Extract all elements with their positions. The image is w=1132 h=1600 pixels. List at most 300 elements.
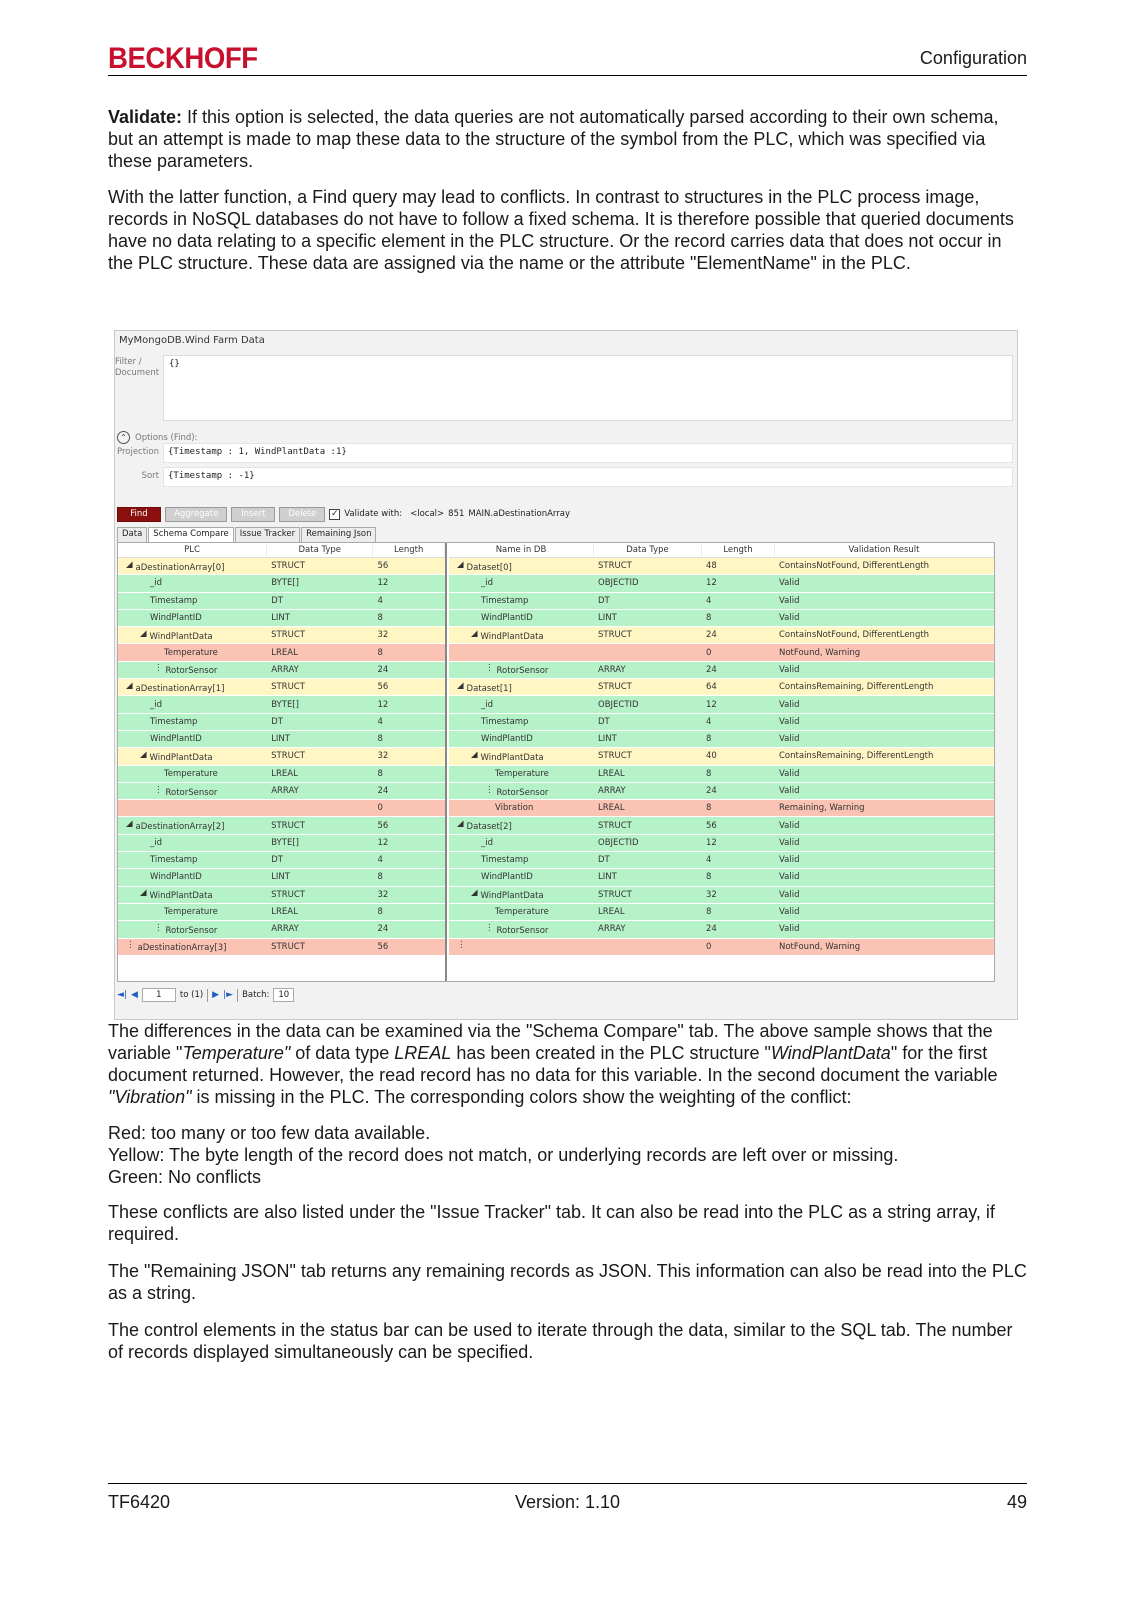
- table-cell: [118, 923, 267, 936]
- expand-triangle-icon[interactable]: ◢: [471, 749, 478, 760]
- column-header[interactable]: Length: [702, 543, 775, 557]
- table-cell: [267, 665, 373, 675]
- expand-triangle-icon[interactable]: ◢: [126, 559, 133, 570]
- product-name: TF6420: [108, 1492, 171, 1512]
- table-cell: [775, 942, 994, 952]
- column-header[interactable]: PLC: [118, 543, 267, 557]
- table-cell: [118, 700, 267, 710]
- cell-text: 0: [377, 803, 383, 814]
- table-cell: [702, 855, 775, 865]
- table-row[interactable]: [449, 766, 994, 783]
- table-cell: [775, 665, 994, 675]
- tab-issue-tracker[interactable]: Issue Tracker: [235, 527, 300, 542]
- delete-button[interactable]: Delete: [279, 507, 325, 522]
- section-title: Configuration: [919, 48, 1027, 68]
- page-count: to (1): [179, 990, 204, 1000]
- cell-text: WindPlantData: [149, 752, 213, 763]
- table-cell: [594, 803, 702, 813]
- table-cell: [594, 821, 702, 831]
- collapsed-node-icon[interactable]: ⋮: [485, 784, 494, 795]
- table-row[interactable]: [118, 817, 445, 834]
- table-cell: [267, 682, 373, 692]
- cell-text: DT: [271, 595, 283, 606]
- collapsed-node-icon[interactable]: ⋮: [485, 663, 494, 674]
- plc-grid-header: [118, 543, 445, 558]
- table-cell: [373, 734, 445, 744]
- cell-text: STRUCT: [271, 561, 305, 572]
- table-cell: [118, 855, 267, 865]
- cell-text: 8: [706, 768, 712, 779]
- expand-triangle-icon[interactable]: ◢: [457, 819, 464, 830]
- table-cell: [118, 648, 267, 658]
- table-row[interactable]: [449, 575, 994, 592]
- table-row[interactable]: [449, 558, 994, 575]
- cell-text: 32: [377, 889, 389, 900]
- green-legend-line: Green: No conflicts: [108, 1167, 262, 1187]
- projection-input[interactable]: {Timestamp : 1, WindPlantData :1}: [163, 443, 1013, 463]
- table-cell: [775, 734, 994, 744]
- table-cell: [449, 907, 594, 917]
- cell-text: Valid: [779, 837, 800, 848]
- table-cell: [594, 838, 702, 848]
- cell-text: LINT: [271, 613, 290, 624]
- table-row[interactable]: [118, 696, 445, 713]
- cell-text: ContainsNotFound, DifferentLength: [779, 630, 930, 641]
- table-cell: [775, 924, 994, 934]
- table-cell: [702, 838, 775, 848]
- table-cell: [702, 924, 775, 934]
- expand-triangle-icon[interactable]: ◢: [126, 680, 133, 691]
- cell-text: Valid: [779, 613, 800, 624]
- cell-text: Valid: [779, 872, 800, 883]
- cell-text: ARRAY: [598, 664, 626, 675]
- cell-text: 24: [706, 664, 717, 675]
- expand-triangle-icon[interactable]: ◢: [457, 680, 464, 691]
- cell-text: DT: [598, 595, 610, 606]
- table-cell: [702, 803, 775, 813]
- table-cell: [449, 923, 594, 936]
- target-port[interactable]: 851: [448, 509, 465, 519]
- cell-text: 32: [706, 889, 717, 900]
- collapsed-node-icon[interactable]: ⋮: [154, 784, 163, 795]
- cell-text: 8: [377, 613, 383, 624]
- cell-text: OBJECTID: [598, 699, 639, 710]
- cell-text: 24: [377, 786, 389, 796]
- table-cell: [449, 785, 594, 798]
- table-cell: [373, 942, 445, 952]
- cell-text: WindPlantID: [481, 734, 533, 745]
- table-row[interactable]: [449, 610, 994, 627]
- table-cell: [775, 561, 994, 571]
- table-cell: [449, 855, 594, 865]
- column-header[interactable]: Name in DB: [449, 543, 594, 557]
- table-row[interactable]: [118, 662, 445, 679]
- page-input[interactable]: 1: [142, 988, 176, 1002]
- cell-text: STRUCT: [271, 889, 305, 900]
- cell-text: Valid: [779, 768, 800, 779]
- table-cell: [594, 890, 702, 900]
- table-cell: [267, 630, 373, 640]
- table-cell: [267, 613, 373, 623]
- cell-text: STRUCT: [271, 820, 305, 831]
- cell-text: Valid: [779, 889, 800, 900]
- cell-text: 4: [377, 855, 383, 866]
- cell-text: DT: [598, 855, 610, 866]
- cell-text: Valid: [779, 595, 800, 606]
- table-cell: [702, 682, 775, 692]
- table-row[interactable]: [449, 939, 994, 956]
- table-cell: [373, 924, 445, 934]
- table-cell: [702, 578, 775, 588]
- expand-triangle-icon[interactable]: ◢: [457, 559, 464, 570]
- cell-text: STRUCT: [598, 630, 632, 641]
- table-row[interactable]: [118, 939, 445, 956]
- cell-text: 8: [706, 907, 712, 918]
- table-cell: [594, 665, 702, 675]
- cell-text: STRUCT: [271, 751, 305, 762]
- table-cell: [373, 700, 445, 710]
- table-cell: [267, 751, 373, 761]
- table-cell: [594, 751, 702, 761]
- cell-text: 12: [706, 578, 717, 589]
- table-row[interactable]: [449, 731, 994, 748]
- cell-text: Valid: [779, 699, 800, 710]
- table-row[interactable]: [449, 662, 994, 679]
- cell-text: STRUCT: [271, 630, 305, 641]
- table-cell: [118, 663, 267, 676]
- expand-triangle-icon[interactable]: ◢: [140, 888, 147, 899]
- table-row[interactable]: [118, 887, 445, 904]
- column-header[interactable]: Length: [373, 543, 445, 557]
- cell-text: ARRAY: [271, 664, 299, 675]
- table-cell: [267, 838, 373, 848]
- table-cell: [373, 821, 445, 831]
- cell-text: aDestinationArray[1]: [135, 683, 225, 694]
- table-row[interactable]: [118, 593, 445, 610]
- table-cell: [702, 821, 775, 831]
- table-row[interactable]: [449, 679, 994, 696]
- column-header[interactable]: Validation Result: [775, 543, 994, 557]
- cell-text: Valid: [779, 855, 800, 866]
- cell-text: Valid: [779, 716, 800, 727]
- table-cell: [775, 872, 994, 882]
- cell-text: 12: [377, 837, 389, 848]
- cell-text: Valid: [779, 786, 800, 796]
- table-row[interactable]: [118, 921, 445, 938]
- table-cell: [373, 596, 445, 606]
- cell-text: WindPlantData: [149, 631, 213, 642]
- cell-text: BYTE[]: [271, 837, 299, 848]
- table-cell: [702, 561, 775, 571]
- table-cell: [702, 596, 775, 606]
- collapsed-node-icon[interactable]: ⋮: [457, 940, 466, 951]
- cell-text: WindPlantData: [480, 631, 544, 642]
- text-run: Temperature": [182, 1043, 291, 1063]
- table-cell: [118, 681, 267, 694]
- cell-text: 32: [377, 751, 389, 762]
- status-bar: [117, 986, 294, 1004]
- table-row[interactable]: [118, 800, 445, 817]
- text-run: WindPlantData: [770, 1043, 891, 1063]
- cell-text: _id: [481, 578, 494, 589]
- table-row[interactable]: [449, 817, 994, 834]
- collapsed-node-icon[interactable]: ⋮: [154, 922, 163, 933]
- cell-text: NotFound, Warning: [779, 941, 861, 952]
- table-cell: [702, 630, 775, 640]
- cell-text: STRUCT: [598, 889, 632, 900]
- table-cell: [118, 578, 267, 588]
- table-cell: [373, 855, 445, 865]
- cell-text: Valid: [779, 820, 800, 831]
- table-row[interactable]: [118, 558, 445, 575]
- cell-text: Temperature: [164, 907, 218, 918]
- expand-triangle-icon[interactable]: ◢: [140, 628, 147, 639]
- tab-remaining-json[interactable]: Remaining Json: [301, 527, 376, 542]
- table-cell: [449, 629, 594, 642]
- table-cell: [373, 786, 445, 796]
- table-row[interactable]: [449, 852, 994, 869]
- table-cell: [373, 613, 445, 623]
- cell-text: LREAL: [598, 907, 625, 918]
- table-cell: [118, 888, 267, 901]
- table-row[interactable]: [118, 610, 445, 627]
- expand-triangle-icon[interactable]: ◢: [126, 819, 133, 830]
- target-local[interactable]: <local>: [410, 509, 445, 519]
- cell-text: 24: [706, 786, 717, 796]
- table-cell: [374, 769, 446, 779]
- find-button[interactable]: Find: [117, 507, 161, 522]
- table-cell: [449, 940, 594, 953]
- cell-text: 8: [377, 768, 383, 779]
- table-row[interactable]: [118, 852, 445, 869]
- table-cell: [449, 734, 594, 744]
- table-cell: [775, 648, 994, 658]
- text-run: LREAL: [394, 1043, 452, 1063]
- cell-text: aDestinationArray[3]: [137, 943, 227, 954]
- table-row[interactable]: [449, 627, 994, 644]
- table-cell: [594, 734, 702, 744]
- table-cell: [775, 613, 994, 623]
- column-header[interactable]: Data Type: [594, 543, 702, 557]
- table-cell: [373, 890, 445, 900]
- table-row[interactable]: [449, 835, 994, 852]
- table-cell: [267, 561, 373, 571]
- table-row[interactable]: [118, 748, 445, 765]
- cell-text: LINT: [598, 734, 617, 745]
- table-cell: [702, 613, 775, 623]
- cell-text: 0: [706, 941, 712, 952]
- cell-text: Timestamp: [150, 716, 198, 727]
- last-page-icon[interactable]: |►: [223, 990, 234, 1000]
- cell-text: ARRAY: [271, 924, 299, 935]
- text-run: "Vibration": [108, 1087, 192, 1107]
- table-cell: [374, 648, 446, 658]
- cell-text: ContainsRemaining, DifferentLength: [779, 751, 934, 762]
- cell-text: Valid: [779, 664, 800, 675]
- table-cell: [267, 872, 373, 882]
- cell-text: RotorSensor: [496, 666, 549, 677]
- status-bar-paragraph: The control elements in the status bar can be used to iterate through the data, similar to the SQL tab. The number of records displayed simultaneously can be specified.: [108, 1320, 1013, 1362]
- cell-text: LINT: [271, 872, 290, 883]
- cell-text: 8: [706, 872, 712, 883]
- table-cell: [373, 578, 445, 588]
- cell-text: DT: [271, 855, 283, 866]
- table-cell: [449, 750, 594, 763]
- table-row[interactable]: [449, 696, 994, 713]
- table-row[interactable]: [118, 714, 445, 731]
- cell-text: WindPlantData: [480, 752, 544, 763]
- expand-triangle-icon[interactable]: ◢: [140, 749, 147, 760]
- table-cell: [702, 717, 775, 727]
- cell-text: Temperature: [495, 907, 549, 918]
- target-symbol[interactable]: MAIN.aDestinationArray: [468, 509, 570, 519]
- cell-text: _id: [150, 578, 163, 589]
- cell-text: 56: [377, 561, 389, 572]
- cell-text: LINT: [598, 872, 617, 883]
- cell-text: 8: [706, 734, 712, 745]
- table-row[interactable]: [449, 887, 994, 904]
- tab-data[interactable]: Data: [117, 527, 147, 542]
- expand-triangle-icon[interactable]: ◢: [471, 628, 478, 639]
- table-cell: [373, 872, 445, 882]
- table-cell: [775, 578, 994, 588]
- db-grid-header: [449, 543, 994, 558]
- table-cell: [594, 907, 702, 917]
- validate-label: Validate:: [108, 107, 183, 127]
- table-row[interactable]: [449, 644, 994, 661]
- cell-text: _id: [150, 837, 163, 848]
- cell-text: 24: [377, 664, 389, 675]
- cell-text: RotorSensor: [496, 787, 549, 798]
- cell-text: STRUCT: [598, 820, 632, 831]
- table-row[interactable]: [449, 800, 994, 817]
- table-row[interactable]: [118, 904, 445, 921]
- text-run: of data type: [290, 1043, 395, 1063]
- cell-text: DT: [271, 716, 283, 727]
- table-cell: [118, 596, 267, 606]
- cell-text: Dataset[2]: [466, 822, 512, 833]
- prev-page-icon[interactable]: ◀: [130, 990, 138, 1000]
- cell-text: 8: [377, 734, 383, 745]
- cell-text: LINT: [271, 734, 290, 745]
- batch-input[interactable]: 10: [273, 988, 294, 1002]
- table-cell: [118, 838, 267, 848]
- table-row[interactable]: [449, 904, 994, 921]
- table-row[interactable]: [118, 644, 445, 661]
- cell-text: Dataset[1]: [466, 683, 512, 694]
- options-label: Options (Find):: [135, 432, 198, 443]
- table-row[interactable]: [449, 783, 994, 800]
- cell-text: ContainsRemaining, DifferentLength: [779, 682, 934, 693]
- cell-text: 4: [377, 595, 383, 606]
- collapsed-node-icon[interactable]: ⋮: [485, 922, 494, 933]
- table-row[interactable]: [118, 679, 445, 696]
- conflicts-paragraph: With the latter function, a Find query may lead to conflicts. In contrast to structures in the PLC process image, records in NoSQL databases do not have to follow a fixed schema. It is therefore possible that queried documents have no data relating to a specific element in the PLC structure. Or the record carries data that does not occur in the PLC structure. These data are assigned via the name or the attribute "ElementName" in the PLC.: [108, 187, 1014, 273]
- page-footer: [108, 1483, 1027, 1519]
- sort-label: Sort: [141, 471, 159, 481]
- table-cell: [267, 596, 373, 606]
- cell-text: OBJECTID: [598, 837, 639, 848]
- table-cell: [775, 717, 994, 727]
- table-cell: [374, 907, 446, 917]
- cell-text: STRUCT: [598, 561, 632, 572]
- expand-triangle-icon[interactable]: ◢: [471, 888, 478, 899]
- filter-input[interactable]: {}: [163, 355, 1013, 421]
- cell-text: LREAL: [271, 647, 298, 658]
- table-cell: [775, 682, 994, 692]
- table-cell: [594, 855, 702, 865]
- tab-schema-compare[interactable]: Schema Compare: [148, 527, 233, 543]
- table-cell: [775, 890, 994, 900]
- table-cell: [702, 648, 775, 658]
- cell-text: 8: [377, 647, 383, 658]
- table-row[interactable]: [449, 921, 994, 938]
- aggregate-button[interactable]: Aggregate: [165, 507, 227, 522]
- table-row[interactable]: [118, 869, 445, 886]
- table-cell: [449, 560, 594, 573]
- table-cell: [267, 924, 373, 934]
- validate-checkbox[interactable]: ✓: [330, 508, 339, 519]
- insert-button[interactable]: Insert: [231, 507, 275, 522]
- cell-text: 4: [706, 595, 712, 606]
- table-cell: [775, 803, 994, 813]
- table-cell: [267, 769, 373, 779]
- version: Version: 1.10: [514, 1492, 621, 1512]
- table-row[interactable]: [118, 835, 445, 852]
- table-cell: [594, 682, 702, 692]
- result-tabs: [117, 527, 377, 543]
- table-cell: [702, 665, 775, 675]
- table-row[interactable]: [118, 731, 445, 748]
- collapsed-node-icon[interactable]: ⋮: [154, 663, 163, 674]
- next-page-icon[interactable]: ▶: [212, 990, 220, 1000]
- table-cell: [594, 872, 702, 882]
- collapsed-node-icon[interactable]: ⋮: [126, 940, 135, 951]
- color-legend: [108, 1122, 1028, 1188]
- table-cell: [118, 872, 267, 882]
- cell-text: 56: [377, 682, 389, 693]
- table-row[interactable]: [118, 783, 445, 800]
- table-cell: [594, 630, 702, 640]
- table-row[interactable]: [449, 748, 994, 765]
- collapse-chevron-icon[interactable]: ⌃: [117, 431, 130, 444]
- cell-text: 12: [706, 699, 717, 710]
- cell-text: WindPlantID: [150, 872, 202, 883]
- cell-text: WindPlantID: [150, 613, 202, 624]
- cell-text: 32: [377, 630, 389, 641]
- table-row[interactable]: [449, 593, 994, 610]
- table-row[interactable]: [118, 627, 445, 644]
- column-header[interactable]: Data Type: [267, 543, 373, 557]
- table-cell: [267, 942, 373, 952]
- first-page-icon[interactable]: ◄|: [117, 990, 127, 1000]
- table-cell: [702, 786, 775, 796]
- cell-text: RotorSensor: [165, 925, 218, 936]
- table-cell: [449, 700, 594, 710]
- table-row[interactable]: [118, 575, 445, 592]
- table-row[interactable]: [118, 766, 445, 783]
- table-row[interactable]: [449, 869, 994, 886]
- cell-text: 12: [706, 837, 717, 848]
- table-cell: [267, 821, 373, 831]
- cell-text: 4: [377, 716, 383, 727]
- cell-text: 12: [377, 699, 389, 710]
- table-cell: [702, 769, 775, 779]
- sort-input[interactable]: {Timestamp : -1}: [163, 467, 1013, 487]
- cell-text: Vibration: [495, 803, 534, 814]
- cell-text: 40: [706, 751, 717, 762]
- table-row[interactable]: [449, 714, 994, 731]
